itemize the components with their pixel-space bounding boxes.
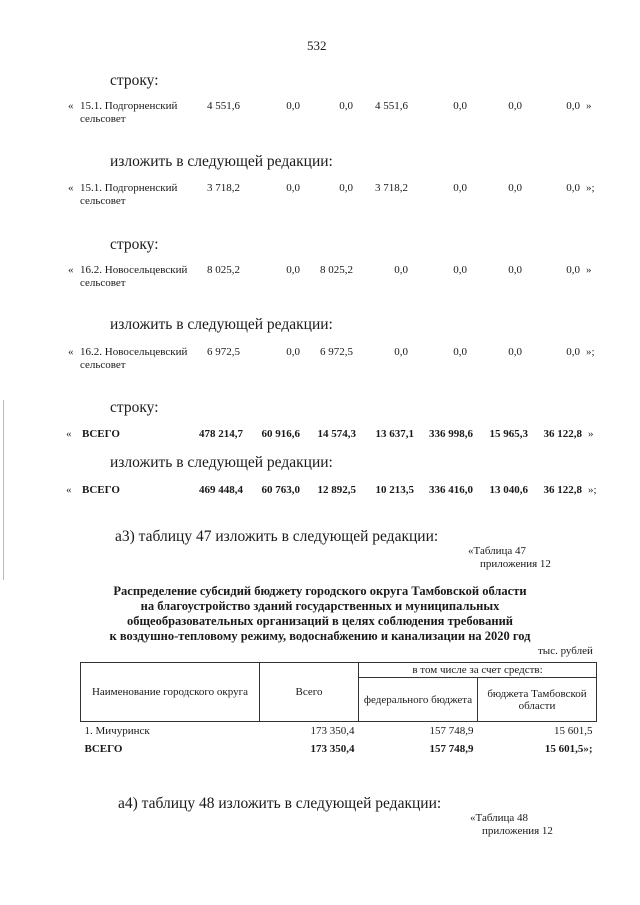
- row-regional: 15 601,5: [554, 725, 593, 737]
- value-cell: 0,0: [286, 182, 300, 194]
- value-cell: 6 972,5: [207, 346, 240, 358]
- row-total: 173 350,4: [310, 743, 355, 755]
- value-cell: 0,0: [566, 100, 580, 112]
- close-quote: »: [586, 264, 592, 276]
- value-cell: 0,0: [566, 182, 580, 194]
- header-federal: федерального бюджета: [359, 678, 478, 722]
- open-quote: «: [68, 100, 74, 112]
- section-a4-text: а4) таблицу 48 изложить в следующей редакции:: [118, 795, 442, 812]
- value-cell: 0,0: [394, 346, 408, 358]
- value-cell: 0,0: [508, 264, 522, 276]
- open-quote: «: [68, 264, 74, 276]
- page-number: 532: [307, 38, 327, 53]
- row-name: 1. Мичуринск: [84, 725, 150, 737]
- table-ref-line: «Таблица 48: [470, 812, 529, 824]
- total-value: 36 122,8: [543, 484, 582, 496]
- close-quote: »;: [588, 484, 597, 496]
- value-cell: 8 025,2: [320, 264, 353, 276]
- caption-line: строку:: [110, 72, 159, 89]
- total-value: 13 040,6: [489, 484, 528, 496]
- value-cell: 6 972,5: [320, 346, 353, 358]
- value-cell: 0,0: [286, 100, 300, 112]
- header-total: Всего: [260, 663, 359, 722]
- close-quote: »;: [586, 346, 595, 358]
- title-line: к воздушно-тепловому режиму, водоснабжению и канализации на 2020 год: [109, 629, 531, 643]
- value-cell: 0,0: [508, 100, 522, 112]
- row-federal: 157 748,9: [429, 743, 474, 755]
- total-value: 60 763,0: [261, 484, 300, 496]
- row-name: ВСЕГО: [84, 743, 123, 755]
- title-line: общеобразовательных организаций в целях соблюдения требований: [126, 614, 513, 628]
- open-quote: «: [66, 484, 72, 496]
- value-cell: 0,0: [453, 346, 467, 358]
- settlement-name: 15.1. Подгорненский сельсовет: [80, 100, 178, 125]
- total-value: 478 214,7: [199, 428, 243, 440]
- total-label: ВСЕГО: [82, 428, 120, 440]
- total-value: 60 916,6: [261, 428, 300, 440]
- close-quote: »: [586, 100, 592, 112]
- total-value: 36 122,8: [543, 428, 582, 440]
- settlement-name: 16.2. Новосельцевский сельсовет: [80, 346, 188, 371]
- total-value: 336 416,0: [429, 484, 473, 496]
- open-quote: «: [66, 428, 72, 440]
- table-ref-line: приложения 12: [482, 825, 553, 837]
- table-title: [60, 584, 580, 644]
- row-regional: 15 601,5»;: [544, 743, 593, 755]
- total-label: ВСЕГО: [82, 484, 120, 496]
- value-cell: 0,0: [286, 264, 300, 276]
- settlement-name: 16.2. Новосельцевский сельсовет: [80, 264, 188, 289]
- value-cell: 0,0: [453, 100, 467, 112]
- caption-line: изложить в следующей редакции:: [110, 153, 333, 170]
- caption-line: изложить в следующей редакции:: [110, 316, 333, 333]
- caption-line: строку:: [110, 236, 159, 253]
- total-value: 15 965,3: [489, 428, 528, 440]
- value-cell: 3 718,2: [207, 182, 240, 194]
- header-regional: бюджета Тамбовской области: [478, 678, 597, 722]
- value-cell: 0,0: [339, 100, 353, 112]
- value-cell: 0,0: [286, 346, 300, 358]
- value-cell: 0,0: [566, 264, 580, 276]
- table-ref-line: приложения 12: [480, 558, 551, 570]
- total-value: 12 892,5: [317, 484, 356, 496]
- value-cell: 0,0: [566, 346, 580, 358]
- caption-line: строку:: [110, 399, 159, 416]
- value-cell: 0,0: [508, 182, 522, 194]
- value-cell: 0,0: [453, 264, 467, 276]
- value-cell: 0,0: [453, 182, 467, 194]
- value-cell: 0,0: [508, 346, 522, 358]
- total-value: 14 574,3: [317, 428, 356, 440]
- title-line: на благоустройство зданий государственных и муниципальных: [140, 599, 500, 613]
- section-a3-text: а3) таблицу 47 изложить в следующей редакции:: [115, 528, 439, 545]
- row-total: 173 350,4: [310, 725, 355, 737]
- header-name: Наименование городского округа: [81, 663, 260, 722]
- scan-edge-line: [3, 400, 4, 580]
- title-line: Распределение субсидий бюджету городского округа Тамбовской области: [113, 584, 527, 598]
- subsidy-table: [80, 662, 597, 758]
- units-label: тыс. рублей: [538, 645, 593, 657]
- value-cell: 3 718,2: [375, 182, 408, 194]
- value-cell: 4 551,6: [207, 100, 240, 112]
- total-value: 336 998,6: [429, 428, 473, 440]
- settlement-name: 15.1. Подгорненский сельсовет: [80, 182, 178, 207]
- close-quote: »: [588, 428, 594, 440]
- close-quote: »;: [586, 182, 595, 194]
- value-cell: 8 025,2: [207, 264, 240, 276]
- open-quote: «: [68, 346, 74, 358]
- total-value: 10 213,5: [375, 484, 414, 496]
- table-ref-line: «Таблица 47: [468, 545, 527, 557]
- total-value: 13 637,1: [375, 428, 414, 440]
- caption-line: изложить в следующей редакции:: [110, 454, 333, 471]
- header-incl: в том числе за счет средств:: [359, 663, 597, 678]
- open-quote: «: [68, 182, 74, 194]
- row-federal: 157 748,9: [429, 725, 474, 737]
- value-cell: 0,0: [394, 264, 408, 276]
- value-cell: 4 551,6: [375, 100, 408, 112]
- total-value: 469 448,4: [199, 484, 243, 496]
- value-cell: 0,0: [339, 182, 353, 194]
